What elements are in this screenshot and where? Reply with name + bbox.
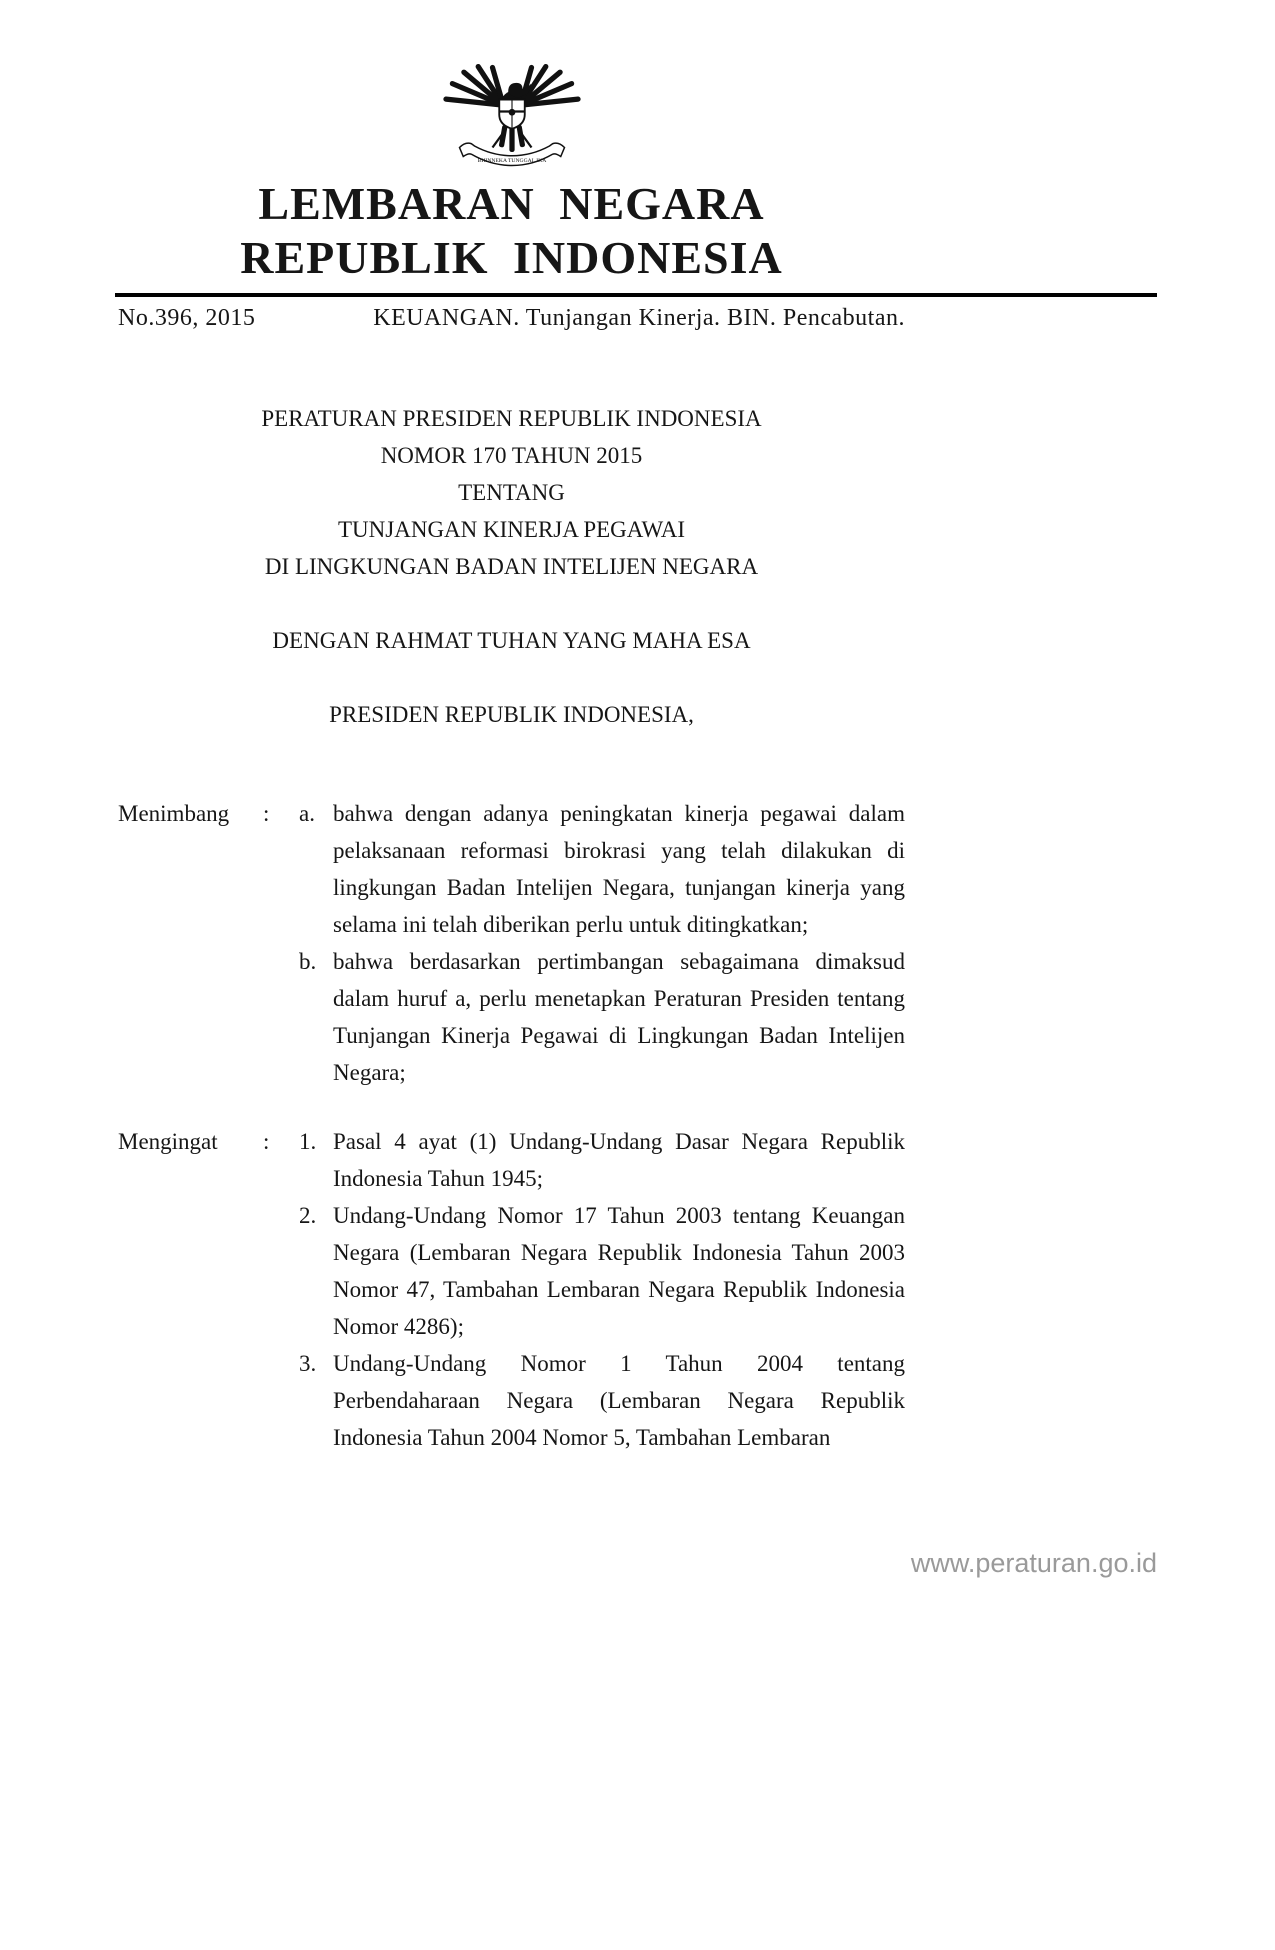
list-item: [299, 795, 905, 943]
regulation-title-line-4: TUNJANGAN KINERJA PEGAWAI: [338, 517, 685, 542]
regulation-title-line-5: DI LINGKUNGAN BADAN INTELIJEN NEGARA: [264, 554, 759, 579]
invocation-line: DENGAN RAHMAT TUHAN YANG MAHA ESA: [272, 628, 751, 653]
shield: [499, 100, 525, 129]
list-item: [299, 943, 905, 1091]
emblem-container: [118, 0, 905, 167]
item-text: bahwa berdasarkan pertimbangan sebagaimana dimaksud dalam huruf a, perlu menetapkan Peraturan Presiden tentang Tunjangan Kinerja Pegawai di Lingkungan Badan Intelijen Negara;: [333, 949, 905, 1085]
item-marker: a.: [299, 801, 315, 826]
left-wing: [443, 63, 506, 108]
section-colon: :: [263, 801, 270, 826]
section-items: [299, 795, 905, 1091]
item-text: Undang-Undang Nomor 17 Tahun 2003 tentang Keuangan Negara (Lembaran Negara Republik Indonesia Tahun 2003 Nomor 47, Tambahan Lembaran Negara Republik Indonesia Nomor 4286);: [333, 1203, 905, 1339]
item-text: bahwa dengan adanya peningkatan kinerja pegawai dalam pelaksanaan reformasi birokrasi yang telah dilakukan di lingkungan Badan Intelijen Negara, tunjangan kinerja yang selama ini telah diberikan perlu untuk ditingkatkan;: [333, 801, 905, 937]
section-mengingat: [118, 1123, 905, 1456]
garuda-pancasila-emblem: [437, 38, 587, 167]
issue-number: No.396, 2015: [118, 305, 256, 331]
regulation-body: [118, 795, 905, 1456]
gazette-title-line2: REPUBLIK INDONESIA: [240, 232, 783, 283]
issue-meta-row: [118, 305, 905, 332]
gazette-title: [118, 177, 905, 285]
item-marker: 2.: [299, 1203, 317, 1228]
regulation-title-line-1: PERATURAN PRESIDEN REPUBLIK INDONESIA: [261, 406, 762, 431]
list-item: [299, 1345, 905, 1456]
regulation-headings: [118, 400, 905, 733]
item-marker: 1.: [299, 1129, 317, 1154]
gazette-title-line1: LEMBARAN NEGARA: [258, 178, 765, 229]
section-items: [299, 1123, 905, 1456]
section-colon: :: [263, 1129, 270, 1154]
list-item: [299, 1197, 905, 1345]
item-text: Undang-Undang Nomor 1 Tahun 2004 tentang Perbendaharaan Negara (Lembaran Negara Republik Indonesia Tahun 2004 Nomor 5, Tambahan Lembaran: [333, 1351, 905, 1450]
regulation-title-line-2: NOMOR 170 TAHUN 2015: [380, 443, 643, 468]
item-marker: 3.: [299, 1351, 317, 1376]
item-marker: b.: [299, 949, 317, 974]
item-text: Pasal 4 ayat (1) Undang-Undang Dasar Negara Republik Indonesia Tahun 1945;: [333, 1129, 905, 1191]
issuer-line: PRESIDEN REPUBLIK INDONESIA,: [329, 702, 694, 727]
emblem-motto: BHINNEKA TUNGGAL IKA: [477, 157, 546, 164]
header-divider: [115, 293, 1157, 297]
section-menimbang: [118, 795, 905, 1091]
section-label: Menimbang: [118, 801, 230, 826]
subject-line: KEUANGAN. Tunjangan Kinerja. BIN. Pencabutan.: [373, 305, 905, 331]
regulation-title-line-3: TENTANG: [458, 480, 565, 505]
section-label: Mengingat: [118, 1129, 218, 1154]
footer-watermark: www.peraturan.go.id: [910, 1548, 1157, 1578]
list-item: [299, 1123, 905, 1197]
right-wing: [517, 63, 580, 108]
